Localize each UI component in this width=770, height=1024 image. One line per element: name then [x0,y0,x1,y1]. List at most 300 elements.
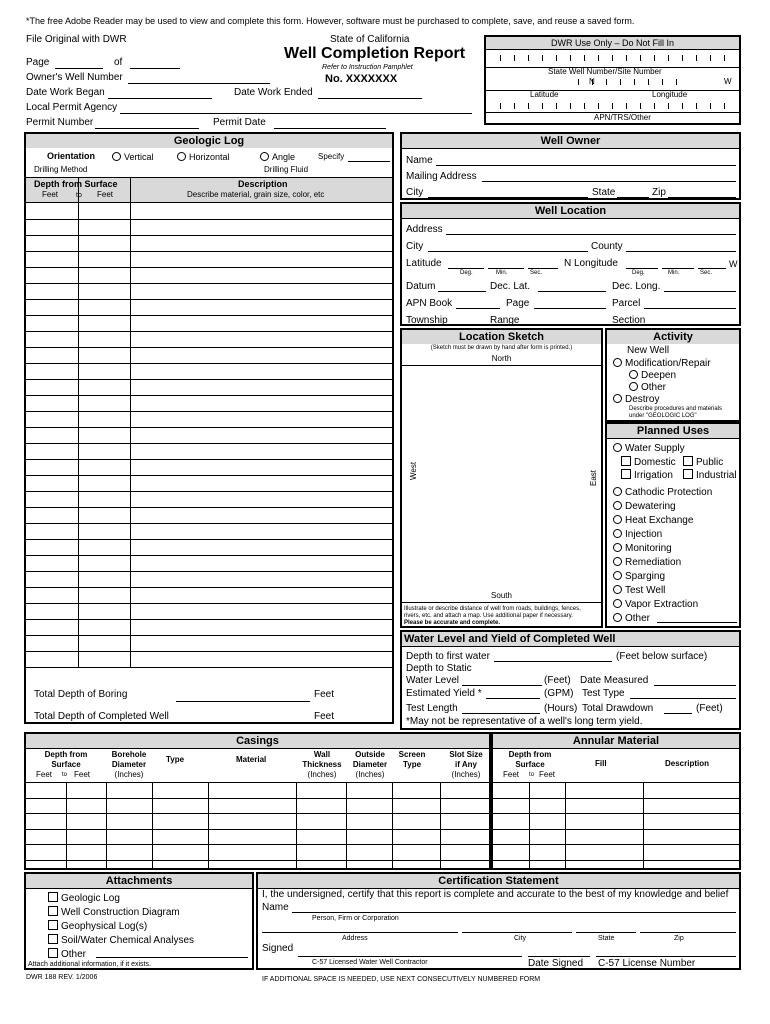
dwr-tick [500,55,501,61]
mailing-address-field[interactable] [482,181,736,182]
dwr-tick [556,55,557,61]
lat-deg-field[interactable] [448,268,484,269]
screen-header: Screen Type [398,750,426,769]
contractor-label: C-57 Licensed Water Well Contractor [312,959,428,966]
casing-col-line [152,782,153,868]
total-completed-feet: Feet [314,711,335,722]
annular-to: to [529,772,535,778]
datum-label: Datum [406,281,436,292]
lat-sec-label: Sec. [530,270,543,276]
annular-col-line [529,782,530,868]
casing-depth-header: Depth from Surface [44,750,88,769]
casing-col-line [440,782,441,868]
test-well-radio[interactable]: Test Well [613,585,665,596]
lat-min-field[interactable] [488,268,524,269]
loc-n: N [564,258,572,269]
wall-header: Wall Thickness [302,750,342,769]
geo-col-line [78,177,79,667]
sketch-footer-2: rivers, etc. and attach a map. Use additional paper if necessary. [404,613,573,619]
casing-col-line [392,782,393,868]
lat-min-label: Min. [496,270,508,276]
dwr-apn: APN/TRS/Other [594,113,651,122]
owners-well-number-field[interactable] [128,83,270,84]
sketch-footer-1: Illustrate or describe distance of well from roads, buildings, fences, [404,606,581,612]
geo-row-line [26,299,392,300]
vertical-radio[interactable]: Vertical [112,152,154,162]
total-drawdown-field[interactable] [664,713,692,714]
geo-row-line [26,267,392,268]
geo-row-line [26,283,392,284]
owner-city-field[interactable] [428,197,588,198]
dwr-w: W [724,77,732,86]
dec-long-label: Dec. Long. [612,281,661,292]
total-boring-feet: Feet [314,689,335,700]
date-signed-field[interactable] [528,956,590,957]
date-ended-label: Date Work Ended [234,87,313,98]
slot-header: Slot Size if Any [449,750,483,769]
dwr-tick [500,103,501,109]
of-field[interactable] [130,68,180,69]
geo-row-line [26,651,392,652]
section-field[interactable] [648,325,736,326]
depth-first-water-field[interactable] [494,661,612,662]
dec-lat-field[interactable] [538,291,606,292]
page-label: Page [26,57,50,68]
apn-book-label: APN Book [406,298,453,309]
no-label: No. XXXXXXX [325,73,398,85]
sketch-north: North [491,354,512,363]
dwr-tick [668,103,669,109]
page-field[interactable] [55,68,103,69]
geo-row-line [26,315,392,316]
geo-row-line [26,379,392,380]
geo-row-line [26,635,392,636]
dwr-tick [696,103,697,109]
sketch-west: West [409,461,418,480]
attach-other-checkbox[interactable]: Other [48,948,86,960]
long-sec-field[interactable] [698,268,726,269]
dwr-longitude: Longitude [652,90,688,99]
long-min-field[interactable] [662,268,694,269]
dwr-tick [598,103,599,109]
geo-row-line [26,395,392,396]
owner-name-field[interactable] [436,165,736,166]
gpm-label: (GPM) [544,688,574,699]
soil-water-checkbox[interactable]: Soil/Water Chemical Analyses [48,934,194,946]
dwr-tick [620,79,621,85]
dwr-tick [514,103,515,109]
dwr-tick [578,79,579,85]
feet-below-label: (Feet below surface) [616,651,708,662]
dwr-tick [682,55,683,61]
date-began-label: Date Work Began [26,87,105,98]
range-field[interactable] [520,325,606,326]
cert-state-label: State [598,935,615,942]
cathodic-radio[interactable]: Cathodic Protection [613,487,712,498]
lat-sec-field[interactable] [528,268,558,269]
loc-county-field[interactable] [626,251,736,252]
est-yield-field[interactable] [486,698,540,699]
dwr-tick [668,55,669,61]
water-title: Water Level and Yield of Completed Well [402,632,739,647]
construction-diagram-checkbox[interactable]: Well Construction Diagram [48,906,180,918]
cert-address-label: Address [342,935,368,942]
activity-other-radio[interactable]: Other [629,382,666,393]
form-id: DWR 188 REV. 1/2006 [26,974,98,981]
drawdown-feet: (Feet) [696,703,723,714]
casing-feet-to: Feet [74,770,91,779]
casing-col-line [296,782,297,868]
swn-label: State Well Number/Site Number [548,67,662,76]
dwr-tick [640,103,641,109]
file-original-label: File Original with DWR [26,34,127,45]
casing-row-line [26,813,489,814]
loc-address-label: Address [406,224,443,235]
cert-person-label: Person, Firm or Corporation [312,915,399,922]
planned-other-radio[interactable]: Other [613,613,650,624]
water-supply-radio[interactable]: Water Supply [613,443,685,454]
geo-row-line [26,235,392,236]
outside-header: Outside Diameter [352,750,388,769]
dec-lat-label: Dec. Lat. [490,281,531,292]
cert-title: Certification Statement [258,874,739,889]
state-label: State of California [330,34,410,45]
describe-hint: Describe material, grain size, color, etc [187,190,325,199]
owner-city-label: City [406,187,424,198]
signed-label: Signed [262,943,294,954]
dwr-tick [606,79,607,85]
sketch-footer-3: Please be accurate and complete. [404,620,501,626]
casing-material-header: Material [236,755,267,764]
dwr-tick [682,103,683,109]
cert-city-field[interactable] [462,932,572,933]
activity-box [605,328,741,422]
geologic-log-checkbox[interactable]: Geologic Log [48,892,120,904]
irrigation-checkbox[interactable]: Irrigation [621,469,673,481]
dwr-tick [570,55,571,61]
geo-row-line [26,619,392,620]
dec-long-field[interactable] [664,291,736,292]
loc-city-field[interactable] [428,251,588,252]
geo-row-line [26,523,392,524]
owners-well-number-label: Owner's Well Number [26,72,123,83]
total-boring-field[interactable] [176,701,310,702]
industrial-checkbox[interactable]: Industrial [683,469,737,481]
apn-book-field[interactable] [456,308,500,309]
top-note: *The free Adobe Reader may be used to view and complete this form. However, software must be purchased to complete, save, and reuse a saved form. [26,16,635,26]
owner-title: Well Owner [402,134,739,149]
annular-title: Annular Material [493,734,739,749]
geologic-log-box [24,132,394,724]
cert-city-label: City [514,935,527,942]
injection-radio[interactable]: Injection [613,529,662,540]
dwr-tick [514,55,515,61]
owner-zip-field[interactable] [668,197,736,198]
geo-row-line [26,571,392,572]
geo-row-line [26,219,392,220]
new-well-radio[interactable]: New Well [627,345,670,356]
orientation-label: Orientation [47,151,96,161]
dwr-tick [570,103,571,109]
casing-row-line [26,798,489,799]
sketch-east: East [589,469,598,486]
dwr-title: DWR Use Only – Do Not Fill In [486,37,739,50]
annular-description-header: Description [665,759,710,768]
permit-number-field[interactable] [95,128,199,129]
hours-label: (Hours) [544,703,578,714]
feet-to-label: Feet [97,190,114,199]
date-measured-field[interactable] [654,685,736,686]
attachments-box [24,872,254,970]
horizontal-radio[interactable]: Horizontal [177,152,230,162]
geo-row-line [26,539,392,540]
section-label: Section [612,315,646,326]
mailing-address-label: Mailing Address [406,171,477,182]
geo-row-line [26,363,392,364]
slot-inches: (Inches) [451,770,481,779]
dwr-tick [710,103,711,109]
total-drawdown-label: Total Drawdown [582,703,654,714]
borehole-header: Borehole Diameter [111,750,147,769]
dwr-tick [626,103,627,109]
long-deg-field[interactable] [626,268,658,269]
modification-radio[interactable]: Modification/Repair [613,358,711,369]
dewatering-radio[interactable]: Dewatering [613,501,676,512]
dwr-tick [542,55,543,61]
wall-inches: (Inches) [307,770,337,779]
sparging-radio[interactable]: Sparging [613,571,665,582]
cert-statement: I, the undersigned, certify that this report is complete and accurate to the best of my knowledge and belief [262,889,729,900]
test-length-field[interactable] [462,713,540,714]
datum-field[interactable] [438,291,486,292]
sketch-note: (Sketch must be drawn by hand after form is printed.) [430,345,573,351]
loc-address-field[interactable] [446,234,736,235]
dwr-tick [598,55,599,61]
casing-row-line [26,860,489,861]
dwr-tick [654,103,655,109]
destroy-note-2: under "GEOLOGIC LOG" [629,413,697,419]
test-length-label: Test Length [406,703,458,714]
loc-county-label: County [591,241,623,252]
deepen-radio[interactable]: Deepen [629,370,676,381]
description-label: Description [238,179,288,189]
water-level-field[interactable] [462,685,542,686]
total-completed-label: Total Depth of Completed Well [34,711,169,722]
casing-type-header: Type [166,755,185,764]
annular-feet-to: Feet [539,770,556,779]
well-owner-box [400,132,741,200]
geo-row-line [26,331,392,332]
annular-feet-from: Feet [503,770,520,779]
parcel-field[interactable] [644,308,736,309]
footer-note: IF ADDITIONAL SPACE IS NEEDED, USE NEXT CONSECUTIVELY NUMBERED FORM [262,976,541,983]
certification-box [256,872,741,970]
cert-name-label: Name [262,902,289,913]
outside-inches: (Inches) [355,770,385,779]
loc-latitude-label: Latitude [406,258,442,269]
township-label: Township [406,315,448,326]
geo-row-line [26,587,392,588]
dwr-tick [640,55,641,61]
feet-from-label: Feet [42,190,59,199]
to-label: to [76,192,82,199]
dwr-tick [542,103,543,109]
lat-deg-label: Deg. [460,270,473,276]
dwr-use-only-box [484,35,741,125]
annular-depth-header: Depth from Surface [508,750,552,769]
loc-city-label: City [406,241,424,252]
activity-title: Activity [607,330,739,344]
geo-row-line [26,251,392,252]
test-type-field[interactable] [630,698,736,699]
geo-row-line [26,427,392,428]
sketch-title: Location Sketch [402,330,601,344]
attach-other-field[interactable] [96,957,248,958]
geo-row-line [26,443,392,444]
dwr-tick [626,55,627,61]
dwr-tick [556,103,557,109]
annular-col-line [565,782,566,868]
owner-state-field[interactable] [617,197,649,198]
dwr-tick [654,55,655,61]
dwr-tick [634,79,635,85]
public-checkbox[interactable]: Public [683,456,723,468]
long-min-label: Min. [668,270,680,276]
dwr-tick [528,103,529,109]
long-deg-label: Deg. [632,270,645,276]
specify-label: Specify [318,152,345,161]
permit-number-label: Permit Number [26,117,94,128]
test-type-label: Test Type [582,688,625,699]
geo-row-line [26,411,392,412]
owner-state-label: State [592,187,616,198]
date-began-field[interactable] [108,98,212,99]
dwr-tick [696,55,697,61]
cert-state-field[interactable] [576,932,636,933]
range-label: Range [490,315,520,326]
domestic-checkbox[interactable]: Domestic [621,456,676,468]
destroy-radio[interactable]: Destroy [613,394,659,405]
well-location-box [400,202,741,326]
dwr-tick [612,103,613,109]
page-label-loc: Page [506,298,530,309]
cert-zip-field[interactable] [640,932,736,933]
casing-header-line [26,782,489,783]
est-yield-label: Estimated Yield * [406,688,482,699]
dwr-n: N [589,77,595,86]
depth-first-water-label: Depth to first water [406,651,490,662]
dwr-tick [724,103,725,109]
dwr-tick [710,55,711,61]
form-number: XXXXXXX [345,73,398,85]
cert-name-field[interactable] [292,912,736,913]
form-title: Well Completion Report [284,45,466,62]
casings-title: Casings [26,734,489,749]
loc-w: W [729,259,738,269]
drilling-method-label: Drilling Method [34,165,88,174]
monitoring-radio[interactable]: Monitoring [613,543,672,554]
annular-col-line [643,782,644,868]
dwr-latitude: Latitude [530,90,559,99]
long-sec-label: Sec. [700,270,713,276]
water-level-feet: (Feet) [544,675,571,686]
water-note: *May not be representative of a well's long term yield. [406,716,643,727]
geologic-title: Geologic Log [26,134,392,148]
casing-col-line [208,782,209,868]
remediation-radio[interactable]: Remediation [613,557,681,568]
date-ended-field[interactable] [318,98,422,99]
geo-row-line [26,491,392,492]
license-number-field[interactable] [596,956,736,957]
casing-feet-from: Feet [36,770,53,779]
dwr-tick [528,55,529,61]
specify-field[interactable] [348,161,390,162]
casing-col-line [106,782,107,868]
owner-name-label: Name [406,155,433,166]
planned-uses-box [605,422,741,628]
local-permit-agency-field[interactable] [120,113,472,114]
dwr-tick [676,79,677,85]
cert-address-field[interactable] [262,932,458,933]
signature-field[interactable] [298,956,522,957]
destroy-note-1: Describe procedures and materials [629,406,723,412]
geo-row-line [26,667,392,668]
angle-radio[interactable]: Angle [260,152,295,162]
date-signed-label: Date Signed [528,958,584,969]
geo-row-line [26,507,392,508]
casing-row-line [26,844,489,845]
planned-title: Planned Uses [607,424,739,439]
permit-date-field[interactable] [274,128,386,129]
dwr-tick [648,79,649,85]
planned-other-field[interactable] [657,622,737,623]
total-completed-field[interactable] [176,722,310,723]
dwr-tick [724,55,725,61]
geo-row-line [26,603,392,604]
annular-fill-header: Fill [595,759,607,768]
license-number-label: C-57 License Number [598,958,696,969]
of-label: of [114,57,123,68]
vapor-extraction-radio[interactable]: Vapor Extraction [613,599,698,610]
total-boring-label: Total Depth of Boring [34,689,128,700]
loc-page-field[interactable] [534,308,606,309]
water-level-box [400,630,741,730]
geo-col-line [130,177,131,667]
depth-static-label: Depth to Static [406,663,472,674]
parcel-label: Parcel [612,298,641,309]
geo-row-line [26,347,392,348]
casing-to: to [62,772,68,778]
dwr-tick [612,55,613,61]
attachments-note: Attach additional information, if it exists. [28,961,151,968]
geo-row-line [26,555,392,556]
heat-exchange-radio[interactable]: Heat Exchange [613,515,693,526]
attachments-title: Attachments [26,874,252,889]
sketch-south: South [491,591,512,600]
geo-row-line [26,459,392,460]
sketch-area[interactable] [402,365,601,603]
date-measured-label: Date Measured [580,675,649,686]
loc-longitude-label: Longitude [574,258,618,269]
cert-zip-label: Zip [674,935,684,942]
water-level-label: Water Level [406,675,459,686]
geophysical-checkbox[interactable]: Geophysical Log(s) [48,920,147,932]
casing-col-line [346,782,347,868]
casing-col-line [66,782,67,868]
township-field[interactable] [450,325,486,326]
dwr-tick [584,103,585,109]
local-permit-agency-label: Local Permit Agency [26,102,118,113]
